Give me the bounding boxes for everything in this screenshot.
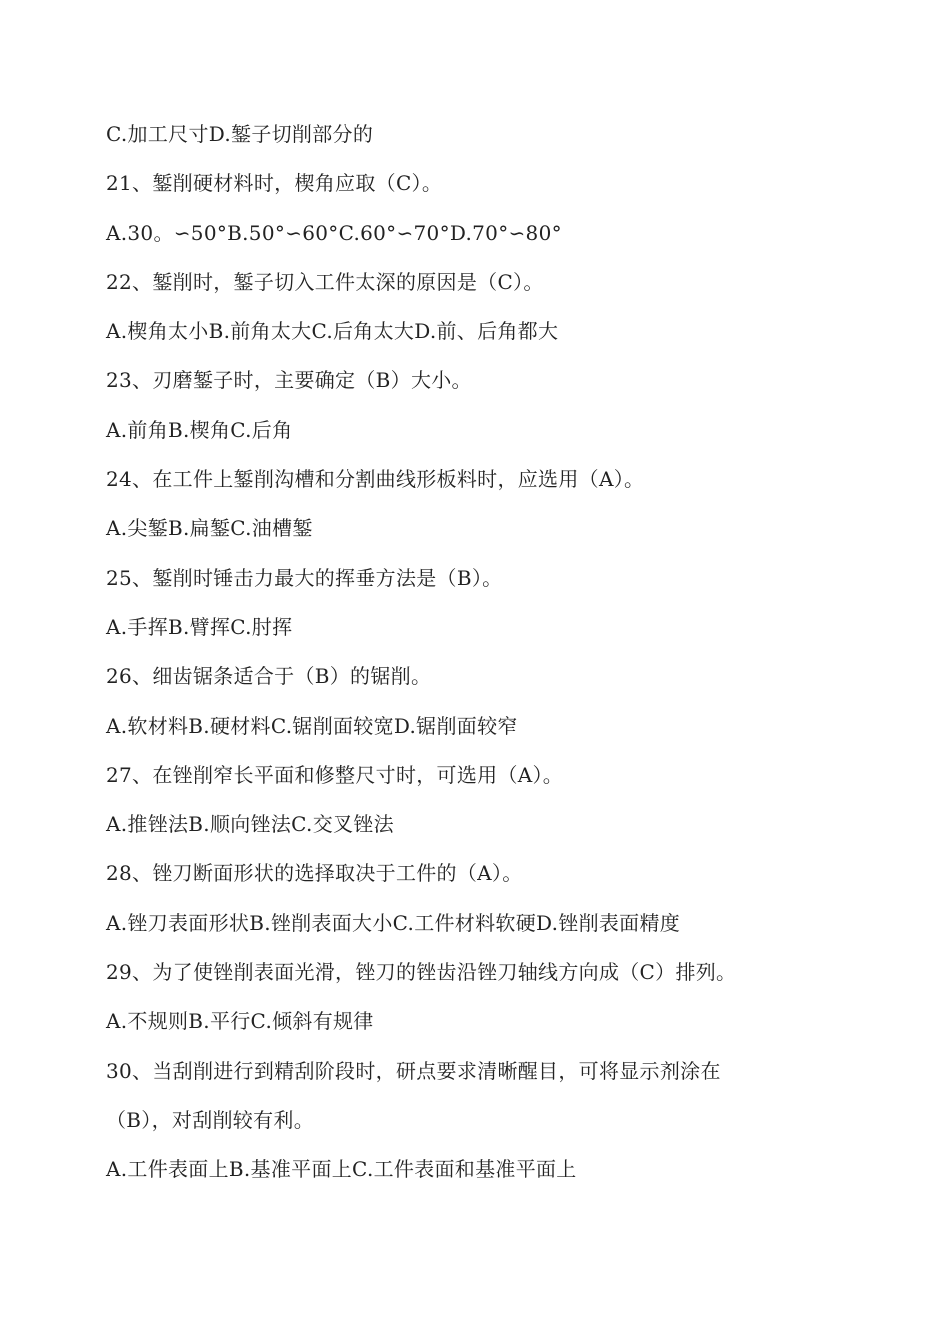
question-28: 28、锉刀断面形状的选择取决于工件的（A）。 <box>106 861 523 886</box>
option-line-22: A.楔角太小B.前角太大C.后角太大D.前、后角都大 <box>106 319 559 344</box>
option-line-30: A.工件表面上B.基准平面上C.工件表面和基准平面上 <box>106 1157 577 1182</box>
question-23: 23、刃磨錾子时，主要确定（B）大小。 <box>106 368 472 393</box>
question-22: 22、錾削时，錾子切入工件太深的原因是（C）。 <box>106 269 544 294</box>
question-27: 27、在锉削窄长平面和修整尺寸时，可选用（A）。 <box>106 762 564 787</box>
question-21: 21、錾削硬材料时，楔角应取（C）。 <box>106 171 443 196</box>
option-line-25: A.手挥B.臂挥C.肘挥 <box>106 614 293 639</box>
option-line-26: A.软材料B.硬材料C.锯削面较宽D.锯削面较窄 <box>106 713 518 738</box>
question-30-continued: （B），对刮削较有利。 <box>106 1107 314 1132</box>
question-30: 30、当刮削进行到精刮阶段时，研点要求清晰醒目，可将显示剂涂在 <box>106 1058 721 1083</box>
option-line-21: A.30。∽50°B.50°∽60°C.60°∽70°D.70°∽80° <box>106 220 562 245</box>
option-line-28: A.锉刀表面形状B.锉削表面大小C.工件材料软硬D.锉削表面精度 <box>106 910 681 935</box>
option-line-24: A.尖錾B.扁錾C.油槽錾 <box>106 516 313 541</box>
option-line-29: A.不规则B.平行C.倾斜有规律 <box>106 1009 374 1034</box>
option-line-23: A.前角B.楔角C.后角 <box>106 417 293 442</box>
question-24: 24、在工件上錾削沟槽和分割曲线形板料时，应选用（A）。 <box>106 467 645 492</box>
question-29: 29、为了使锉削表面光滑，锉刀的锉齿沿锉刀轴线方向成（C）排列。 <box>106 960 737 985</box>
option-line-27: A.推锉法B.顺向锉法C.交叉锉法 <box>106 812 394 837</box>
option-line-20: C.加工尺寸D.錾子切削部分的 <box>106 122 374 146</box>
document-body <box>106 113 836 1198</box>
question-25: 25、錾削时锤击力最大的挥垂方法是（B）。 <box>106 565 503 590</box>
question-26: 26、细齿锯条适合于（B）的锯削。 <box>106 664 432 689</box>
